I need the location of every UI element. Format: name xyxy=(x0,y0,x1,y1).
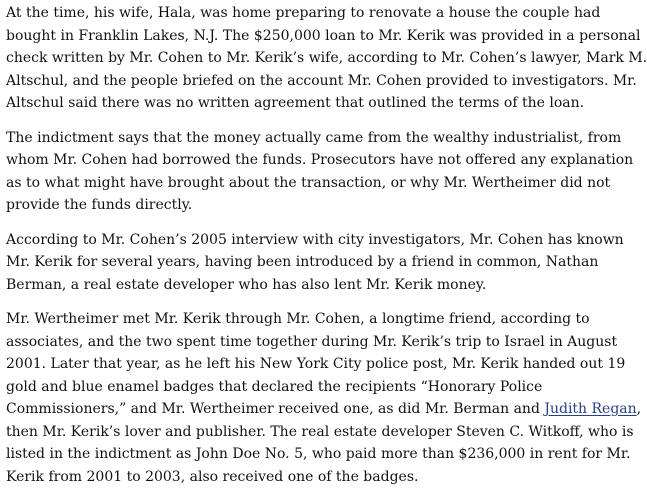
text-line: Berman, a real estate developer who has also lent Mr. Kerik money. xyxy=(6,276,487,293)
text-line: At the time, his wife, Hala, was home preparing to renovate a house the couple had xyxy=(6,5,601,21)
text-line: gold and blue enamel badges that declared the recipients “Honorary Police xyxy=(6,378,543,395)
judith-regan-link[interactable]: Judith Regan xyxy=(544,401,637,417)
text-line: Mr. Wertheimer met Mr. Kerik through Mr. Cohen, a longtime friend, according to xyxy=(6,311,590,327)
paragraph-2 xyxy=(6,127,634,217)
text-line: listed in the indictment as John Doe No. 5, who paid more than $236,000 in rent for Mr. xyxy=(6,446,631,462)
text-line: Kerik from 2001 to 2003, also received one of the badges. xyxy=(6,468,419,485)
text-segment: Commissioners,” and Mr. Wertheimer received one, as did Mr. Berman and xyxy=(6,401,545,417)
text-line: then Mr. Kerik’s lover and publisher. The real estate developer Steven C. Witkoff, who is xyxy=(6,423,634,440)
text-line: Altschul said there was no written agreement that outlined the terms of the loan. xyxy=(6,95,585,111)
text-line: The indictment says that the money actually came from the wealthy industrialist, from xyxy=(6,129,622,146)
text-line: as to what might have brought about the transaction, or why Mr. Wertheimer did not xyxy=(6,174,611,191)
text-line: associates, and the two spent time together during Mr. Kerik’s trip to Israel in August xyxy=(6,333,618,350)
text-segment: , xyxy=(636,401,642,417)
text-line: bought in Franklin Lakes, N.J. The $250,000 loan to Mr. Kerik was provided in a personal xyxy=(6,27,641,44)
paragraph-4 xyxy=(6,308,642,488)
text-line: whom Mr. Cohen had borrowed the funds. Prosecutors have not offered any explanation xyxy=(6,152,634,168)
text-line: According to Mr. Cohen’s 2005 interview with city investigators, Mr. Cohen has known xyxy=(6,231,624,248)
paragraph-3 xyxy=(6,229,624,297)
paragraph-1 xyxy=(6,2,647,115)
text-line: provide the funds directly. xyxy=(6,197,193,213)
text-line: Altschul, and the people briefed on the account Mr. Cohen provided to investigators. Mr. xyxy=(6,72,637,89)
text-line: Mr. Kerik for several years, having been introduced by a friend in common, Nathan xyxy=(6,254,599,270)
text-line: 2001. Later that year, as he left his New York City police post, Mr. Kerik handed out 19 xyxy=(6,356,626,372)
text-line: check written by Mr. Cohen to Mr. Kerik’s wife, according to Mr. Cohen’s lawyer, Mark M. xyxy=(6,50,647,66)
text-line-with-link xyxy=(6,398,642,421)
